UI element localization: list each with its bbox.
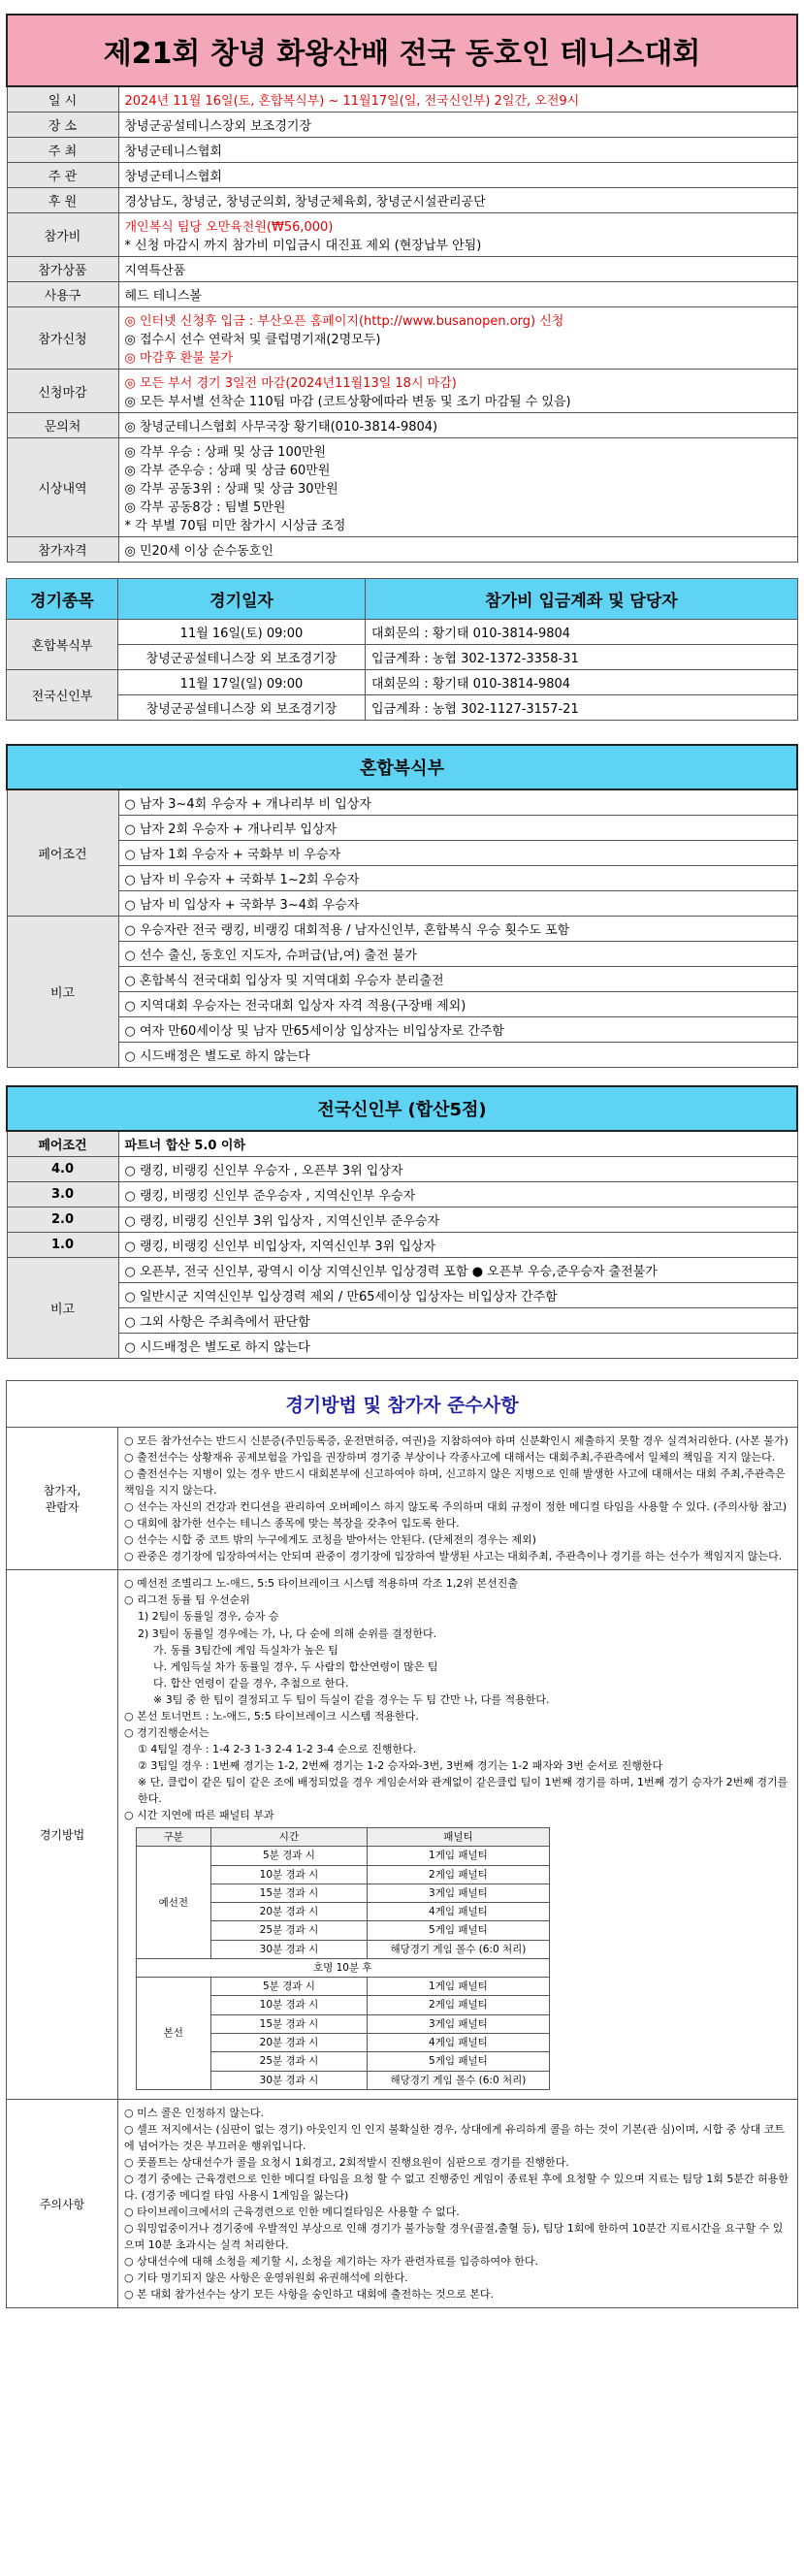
info-value bbox=[118, 257, 797, 282]
penalty-row bbox=[137, 1978, 550, 1996]
schedule-venue: 창녕군공설테니스장 외 보조경기장 bbox=[118, 645, 366, 670]
schedule-event: 혼합복식부 bbox=[7, 620, 118, 670]
participant-line: ○ 출전선수는 지병이 있는 경우 반드시 대회본부에 신고하여야 하며, 신고하지 않은 지병으로 인해 발생한 사고에 대해서는 대회 주최,주관측은 책임을 지지 않는다. bbox=[124, 1467, 786, 1497]
mixed-pair-row bbox=[7, 866, 797, 891]
schedule-row bbox=[7, 620, 798, 645]
method-line: ○ 예선전 조별리그 노-애드, 5:5 타이브레이크 시스템 적용하며 각조 1,2위 본선진출 bbox=[124, 1577, 519, 1591]
info-label: 주 최 bbox=[7, 138, 118, 163]
caution-line: ○ 본 대회 참가선수는 상기 모든 사항을 숭인하고 대회에 출전하는 것으로 본다. bbox=[124, 2288, 494, 2302]
info-line: 개인복식 팀당 오만육천원(₩56,000) bbox=[124, 220, 334, 235]
info-line: ◎ 모든 부서 경기 3일전 마감(2024년11월13일 18시 마감) bbox=[124, 376, 457, 391]
penalty-division: 본선 bbox=[137, 1978, 211, 2090]
rookie-point-row bbox=[7, 1208, 797, 1233]
info-line: 창녕군테니스협회 bbox=[124, 145, 222, 159]
method-line: 다. 합산 연령이 같을 경우, 추첨으로 한다. bbox=[153, 1676, 349, 1690]
info-value bbox=[118, 213, 797, 257]
info-value bbox=[118, 163, 797, 188]
schedule-header-account: 참가비 입금계좌 및 담당자 bbox=[366, 579, 798, 620]
info-value bbox=[118, 138, 797, 163]
rookie-score: 4.0 bbox=[7, 1157, 118, 1182]
info-row bbox=[7, 188, 797, 213]
method-line: ※ 단, 클럽이 같은 팀이 같은 조에 배정되었을 경우 게임순서와 관계없이 같은클럽 팀이 1번째 경기를 하며, 1번째 경기 승자가 2번째 경기를 한다. bbox=[138, 1775, 788, 1805]
info-line: ◎ 모든 부서별 선착순 110팀 마감 (코트상황에따라 변동 및 조기 마감될 수 있음) bbox=[124, 395, 571, 409]
info-line: ◎ 민20세 이상 순수동호인 bbox=[124, 544, 273, 559]
participant-line: ○ 출전선수는 상황재유 공제보험을 가입을 권장하며 경기중 부상이나 각종사고에 대해서는 대회주최,주관측에서 일체의 책임을 지지 않는다. bbox=[124, 1451, 776, 1465]
schedule-venue: 창녕군공설테니스장 외 보조경기장 bbox=[118, 695, 366, 721]
method-line: ○ 경기진행순서는 bbox=[124, 1725, 209, 1739]
info-line: * 신청 마감시 까지 참가비 미입금시 대진표 제외 (현장납부 안됨) bbox=[124, 239, 482, 253]
method-line: ※ 3팀 중 한 팀이 결정되고 두 팀이 득실이 같을 경우는 두 팀 간만 나, 다를 적용한다. bbox=[153, 1692, 550, 1706]
caution-line: ○ 타이브레이크에서의 근육경련으로 인한 메디컬타임은 사용할 수 없다. bbox=[124, 2206, 460, 2219]
penalty-division: 예선전 bbox=[137, 1847, 211, 1959]
method-line: ○ 시간 지연에 따른 패널티 부과 bbox=[124, 1809, 274, 1822]
info-label: 신청마감 bbox=[7, 370, 118, 413]
schedule-date: 11월 16일(토) 09:00 bbox=[118, 620, 366, 645]
schedule-header-date: 경기일자 bbox=[118, 579, 366, 620]
info-label: 참가비 bbox=[7, 213, 118, 257]
info-table bbox=[6, 14, 798, 563]
penalty-mid-row bbox=[137, 1958, 550, 1977]
penalty-table bbox=[136, 1827, 550, 2090]
info-label: 참가신청 bbox=[7, 307, 118, 370]
mixed-note-row bbox=[7, 967, 797, 992]
penalty-header-division: 구분 bbox=[137, 1828, 211, 1847]
schedule-contact: 대회문의 : 황기태 010-3814-9804 bbox=[366, 670, 798, 695]
penalty-time: 15분 경과 시 bbox=[210, 2014, 368, 2033]
participant-label: 참가자, 관람자 bbox=[7, 1428, 118, 1570]
method-line: ○ 본선 토너먼트 : 노-애드, 5:5 타이브레이크 시스템 적용한다. bbox=[124, 1709, 419, 1723]
info-line: ◎ 마감후 환불 불가 bbox=[124, 351, 234, 366]
info-value bbox=[118, 307, 797, 370]
info-line: ◎ 각부 우승 : 상패 및 상금 100만원 bbox=[124, 445, 327, 460]
penalty-time: 5분 경과 시 bbox=[210, 1847, 368, 1865]
rookie-score: 1.0 bbox=[7, 1233, 118, 1258]
info-row bbox=[7, 257, 797, 282]
info-label: 시상내역 bbox=[7, 438, 118, 537]
method-line: ① 4팀일 경우 : 1-4 2-3 1-3 2-4 1-2 3-4 순으로 진행한다. bbox=[138, 1742, 417, 1755]
info-label: 문의처 bbox=[7, 413, 118, 438]
info-row bbox=[7, 438, 797, 537]
rookie-note-row bbox=[7, 1334, 797, 1359]
info-line: ◎ 각부 공동3위 : 상패 및 상금 30만원 bbox=[124, 482, 338, 497]
schedule-date: 11월 17일(일) 09:00 bbox=[118, 670, 366, 695]
rookie-note-item: ○ 시드배정은 별도로 하지 않는다 bbox=[118, 1334, 797, 1359]
info-line: 창녕군공설테니스장외 보조경기장 bbox=[124, 119, 312, 134]
penalty-value: 2게임 패널티 bbox=[368, 1865, 549, 1884]
mixed-note-item: ○ 시드배정은 별도로 하지 않는다 bbox=[118, 1043, 797, 1068]
rookie-score: 3.0 bbox=[7, 1182, 118, 1208]
penalty-time: 25분 경과 시 bbox=[210, 2052, 368, 2071]
mixed-note-row bbox=[7, 992, 797, 1017]
info-line: * 각 부별 70팀 미만 참가시 시상금 조정 bbox=[124, 519, 346, 533]
info-label: 참가자격 bbox=[7, 537, 118, 563]
penalty-value: 5게임 패널티 bbox=[368, 2052, 549, 2071]
penalty-value: 1게임 패널티 bbox=[368, 1978, 549, 1996]
mixed-doubles-table bbox=[6, 744, 798, 1068]
rookie-point-row bbox=[7, 1233, 797, 1258]
mixed-note-row bbox=[7, 1017, 797, 1043]
mixed-pair-item: ○ 남자 2회 우승자 + 개나리부 입상자 bbox=[118, 816, 797, 841]
rookie-score: 2.0 bbox=[7, 1208, 118, 1233]
info-line: ◎ 인터넷 신청후 입금 : 부산오픈 홈페이지(http://www.busanopen.org) 신청 bbox=[124, 314, 564, 329]
mixed-note-label: 비고 bbox=[7, 917, 118, 1068]
penalty-time: 30분 경과 시 bbox=[210, 2071, 368, 2089]
info-value bbox=[118, 86, 797, 113]
method-line: ○ 리그전 동률 팀 우선순위 bbox=[124, 1594, 250, 1607]
mixed-note-item: ○ 혼합복식 전국대회 입상자 및 지역대회 우승자 분리출전 bbox=[118, 967, 797, 992]
info-line: ◎ 각부 준우승 : 상패 및 상금 60만원 bbox=[124, 464, 331, 478]
rookie-score-desc: ○ 랭킹, 비랭킹 신인부 준우승자 , 지역신인부 우승자 bbox=[118, 1182, 797, 1208]
participant-rules bbox=[118, 1428, 798, 1570]
participant-line: ○ 선수는 시합 중 코트 밖의 누구에게도 코칭을 받아서는 안된다. (단체전의 경우는 제외) bbox=[124, 1533, 536, 1547]
mixed-note-item: ○ 여자 만60세이상 및 남자 만65세이상 입상자는 비입상자로 간주함 bbox=[118, 1017, 797, 1043]
penalty-time: 20분 경과 시 bbox=[210, 1903, 368, 1921]
info-value bbox=[118, 413, 797, 438]
schedule-event: 전국신인부 bbox=[7, 670, 118, 721]
participant-line: ○ 관중은 경기장에 입장하여서는 안되며 관중이 경기장에 입장하여 발생된 사고는 대회주최, 주관측이나 경기를 하는 선수가 책임지지 않는다. bbox=[124, 1550, 783, 1563]
info-label: 주 관 bbox=[7, 163, 118, 188]
info-label: 사용구 bbox=[7, 282, 118, 307]
rookie-note-row bbox=[7, 1258, 797, 1283]
mixed-pair-item: ○ 남자 3~4회 우승자 + 개나리부 비 입상자 bbox=[118, 789, 797, 816]
schedule-contact: 대회문의 : 황기태 010-3814-9804 bbox=[366, 620, 798, 645]
method-rules bbox=[118, 1570, 798, 2099]
method-label: 경기방법 bbox=[7, 1570, 118, 2099]
rookie-note-row bbox=[7, 1308, 797, 1334]
info-value bbox=[118, 188, 797, 213]
rookie-note-item: ○ 그외 사항은 주최측에서 판단함 bbox=[118, 1308, 797, 1334]
method-line: 1) 2팀이 동률일 경우, 승자 승 bbox=[138, 1610, 279, 1624]
method-line: 2) 3팀이 동률일 경우에는 가, 나, 다 순에 의해 순위를 결정한다. bbox=[138, 1626, 437, 1640]
participant-line: ○ 모든 참가선수는 반드시 신분증(주민등록증, 운전면허증, 여권)을 지참하여야 하며 신분확인시 제출하지 못할 경우 실격처리한다. (사본 불가) bbox=[124, 1434, 788, 1447]
rookie-score-desc: ○ 랭킹, 비랭킹 신인부 3위 입상자 , 지역신인부 준우승자 bbox=[118, 1208, 797, 1233]
penalty-time: 25분 경과 시 bbox=[210, 1921, 368, 1940]
caution-line: ○ 상대선수에 대해 소청을 제기할 시, 소청을 제기하는 자가 관련자료를 입증하여야 한다. bbox=[124, 2255, 538, 2269]
method-line: 나. 게임득실 차가 동률일 경우, 두 사람의 합산연령이 많은 팀 bbox=[153, 1659, 438, 1673]
schedule-row bbox=[7, 645, 798, 670]
info-row bbox=[7, 537, 797, 563]
penalty-header-time: 시간 bbox=[210, 1828, 368, 1847]
info-value bbox=[118, 537, 797, 563]
info-line: 창녕군테니스협회 bbox=[124, 170, 222, 184]
mixed-pair-row bbox=[7, 841, 797, 866]
mixed-pair-label: 페어조건 bbox=[7, 789, 118, 917]
method-line: ② 3팀일 경우 : 1번째 경기는 1-2, 2번째 경기는 1-2 승자와-3번, 3번째 경기는 1-2 패자와 3번 순서로 진행한다 bbox=[138, 1758, 663, 1772]
caution-line: ○ 미스 콜은 인정하지 않는다. bbox=[124, 2106, 264, 2119]
mixed-pair-item: ○ 남자 1회 우승자 + 국화부 비 우승자 bbox=[118, 841, 797, 866]
penalty-value: 3게임 패널티 bbox=[368, 1884, 549, 1902]
info-label: 후 원 bbox=[7, 188, 118, 213]
rookie-table bbox=[6, 1085, 798, 1359]
caution-line: ○ 풋폴트는 상대선수가 콜을 요청시 1회경고, 2회적발시 진행요원이 심판으로 경기를 진행한다. bbox=[124, 2155, 569, 2169]
penalty-value: 4게임 패널티 bbox=[368, 1903, 549, 1921]
rookie-note-item: ○ 오픈부, 전국 신인부, 광역시 이상 지역신인부 입상경력 포함 ● 오픈부 우승,준우승자 출전불가 bbox=[118, 1258, 797, 1283]
penalty-mid-note: 호명 10분 후 bbox=[137, 1958, 550, 1977]
penalty-time: 5분 경과 시 bbox=[210, 1978, 368, 1996]
rookie-note-label: 비고 bbox=[7, 1258, 118, 1359]
info-row bbox=[7, 138, 797, 163]
info-row bbox=[7, 163, 797, 188]
info-row bbox=[7, 307, 797, 370]
penalty-time: 15분 경과 시 bbox=[210, 1884, 368, 1902]
rookie-note-row bbox=[7, 1283, 797, 1308]
penalty-time: 10분 경과 시 bbox=[210, 1865, 368, 1884]
schedule-row bbox=[7, 670, 798, 695]
penalty-value: 4게임 패널티 bbox=[368, 2034, 549, 2052]
info-row bbox=[7, 113, 797, 138]
penalty-value: 해당경기 게임 몰수 (6:0 처리) bbox=[368, 1940, 549, 1958]
mixed-pair-row bbox=[7, 816, 797, 841]
info-line: ◎ 접수시 선수 연락처 및 클럽명기재(2명모두) bbox=[124, 333, 381, 347]
schedule-account: 입금계좌 : 농협 302-1372-3358-31 bbox=[366, 645, 798, 670]
caution-label: 주의사항 bbox=[7, 2099, 118, 2308]
penalty-value: 1게임 패널티 bbox=[368, 1847, 549, 1865]
penalty-row bbox=[137, 1847, 550, 1865]
page-title: 제21회 창녕 화왕산배 전국 동호인 테니스대회 bbox=[7, 15, 797, 86]
rules-title: 경기방법 및 참가자 준수사항 bbox=[7, 1381, 798, 1428]
mixed-note-row bbox=[7, 1043, 797, 1068]
info-value bbox=[118, 282, 797, 307]
caution-line: ○ 셀프 저지에서는 (심판이 없는 경기) 아웃인지 인 인지 불확실한 경우, 상대에게 유리하게 콜을 하는 것이 기본(관 심)이며, 시합 중 상대 코트에 넘어가는 것은 부끄러운 행위입니다. bbox=[124, 2122, 785, 2152]
mixed-pair-row bbox=[7, 789, 797, 816]
schedule-row bbox=[7, 695, 798, 721]
mixed-note-row bbox=[7, 942, 797, 967]
rookie-score-desc: ○ 랭킹, 비랭킹 신인부 우승자 , 오픈부 3위 입상자 bbox=[118, 1157, 797, 1182]
penalty-value: 2게임 패널티 bbox=[368, 1996, 549, 2014]
penalty-header-penalty: 패널티 bbox=[368, 1828, 549, 1847]
info-value bbox=[118, 438, 797, 537]
info-row bbox=[7, 282, 797, 307]
rookie-point-row bbox=[7, 1182, 797, 1208]
info-row bbox=[7, 213, 797, 257]
rookie-pair-value: 파트너 합산 5.0 이하 bbox=[118, 1131, 797, 1157]
info-label: 참가상품 bbox=[7, 257, 118, 282]
caution-line: ○ 경기 중에는 근육경련으로 인한 메디컬 타임을 요청 할 수 없고 진행중인 게임이 종료된 후에 요청할 수 있으며 지료는 팀당 1회 5분간 허용한다. (경기중 메디컬 타임 사용시 1게임을 잃는다) bbox=[124, 2172, 788, 2203]
info-line: 경상남도, 창녕군, 창녕군의회, 창녕군체육회, 창녕군시설관리공단 bbox=[124, 195, 486, 209]
caution-line: ○ 기타 명기되지 않은 사항은 운영위원회 유권해석에 의한다. bbox=[124, 2271, 408, 2285]
penalty-value: 해당경기 게임 몰수 (6:0 처리) bbox=[368, 2071, 549, 2089]
penalty-time: 20분 경과 시 bbox=[210, 2034, 368, 2052]
info-line: 2024년 11월 16일(토, 혼합복식부) ~ 11월17일(일, 전국신인부) 2일간, 오전9시 bbox=[124, 94, 580, 109]
info-value bbox=[118, 113, 797, 138]
info-line: 헤드 테니스볼 bbox=[124, 289, 202, 304]
mixed-pair-item: ○ 남자 비 입상자 + 국화부 3~4회 우승자 bbox=[118, 891, 797, 917]
info-label: 장 소 bbox=[7, 113, 118, 138]
rules-table bbox=[6, 1380, 798, 2308]
mixed-note-item: ○ 우승자란 전국 랭킹, 비랭킹 대회적용 / 남자신인부, 혼합복식 우승 횟수도 포함 bbox=[118, 917, 797, 942]
info-line: ◎ 각부 공동8강 : 팀별 5만원 bbox=[124, 500, 286, 515]
info-row bbox=[7, 413, 797, 438]
caution-rules bbox=[118, 2099, 798, 2308]
penalty-value: 3게임 패널티 bbox=[368, 2014, 549, 2033]
mixed-pair-row bbox=[7, 891, 797, 917]
participant-line: ○ 대회에 참가한 선수는 테니스 종목에 맞는 복장을 갖추어 입도록 한다. bbox=[124, 1517, 460, 1530]
info-row bbox=[7, 86, 797, 113]
rookie-title: 전국신인부 (합산5점) bbox=[7, 1086, 797, 1131]
method-line: 가. 동률 3팀간에 게임 득실차가 높은 팀 bbox=[153, 1643, 338, 1657]
rookie-pair-label: 페어조건 bbox=[7, 1131, 118, 1157]
schedule-account: 입금계좌 : 농협 302-1127-3157-21 bbox=[366, 695, 798, 721]
mixed-note-item: ○ 지역대회 우승자는 전국대회 입상자 자격 적용(구장배 제외) bbox=[118, 992, 797, 1017]
rookie-score-desc: ○ 랭킹, 비랭킹 신인부 비입상자, 지역신인부 3위 입상자 bbox=[118, 1233, 797, 1258]
penalty-time: 30분 경과 시 bbox=[210, 1940, 368, 1958]
info-label: 일 시 bbox=[7, 86, 118, 113]
penalty-time: 10분 경과 시 bbox=[210, 1996, 368, 2014]
participant-line: ○ 선수는 자신의 건강과 컨디션을 관리하여 오버페이스 하지 않도록 주의하며 대회 규정이 정한 메디컬 타임을 사용할 수 있다. (주의사항 참고) bbox=[124, 1500, 788, 1514]
mixed-pair-item: ○ 남자 비 우승자 + 국화부 1~2회 우승자 bbox=[118, 866, 797, 891]
mixed-title: 혼합복식부 bbox=[7, 745, 797, 789]
mixed-note-row bbox=[7, 917, 797, 942]
info-row bbox=[7, 370, 797, 413]
mixed-note-item: ○ 선수 출신, 동호인 지도자, 슈퍼급(남,여) 출전 불가 bbox=[118, 942, 797, 967]
penalty-value: 5게임 패널티 bbox=[368, 1921, 549, 1940]
rookie-note-item: ○ 일반시군 지역신인부 입상경력 제외 / 만65세이상 입상자는 비입상자 간주함 bbox=[118, 1283, 797, 1308]
info-value bbox=[118, 370, 797, 413]
schedule-table bbox=[6, 578, 798, 721]
rookie-point-row bbox=[7, 1157, 797, 1182]
info-line: ◎ 창녕군테니스협회 사무국장 황기태(010-3814-9804) bbox=[124, 420, 438, 435]
info-line: 지역특산품 bbox=[124, 264, 186, 278]
schedule-header-event: 경기종목 bbox=[7, 579, 118, 620]
caution-line: ○ 워밍업중이거나 경기중에 우발적인 부상으로 인해 경기가 불가능할 경우(골절,출혈 등), 팀당 1회에 한하여 10분간 지료시간을 요구할 수 있으며 10분 초과시는 실격 처리한다. bbox=[124, 2222, 784, 2252]
